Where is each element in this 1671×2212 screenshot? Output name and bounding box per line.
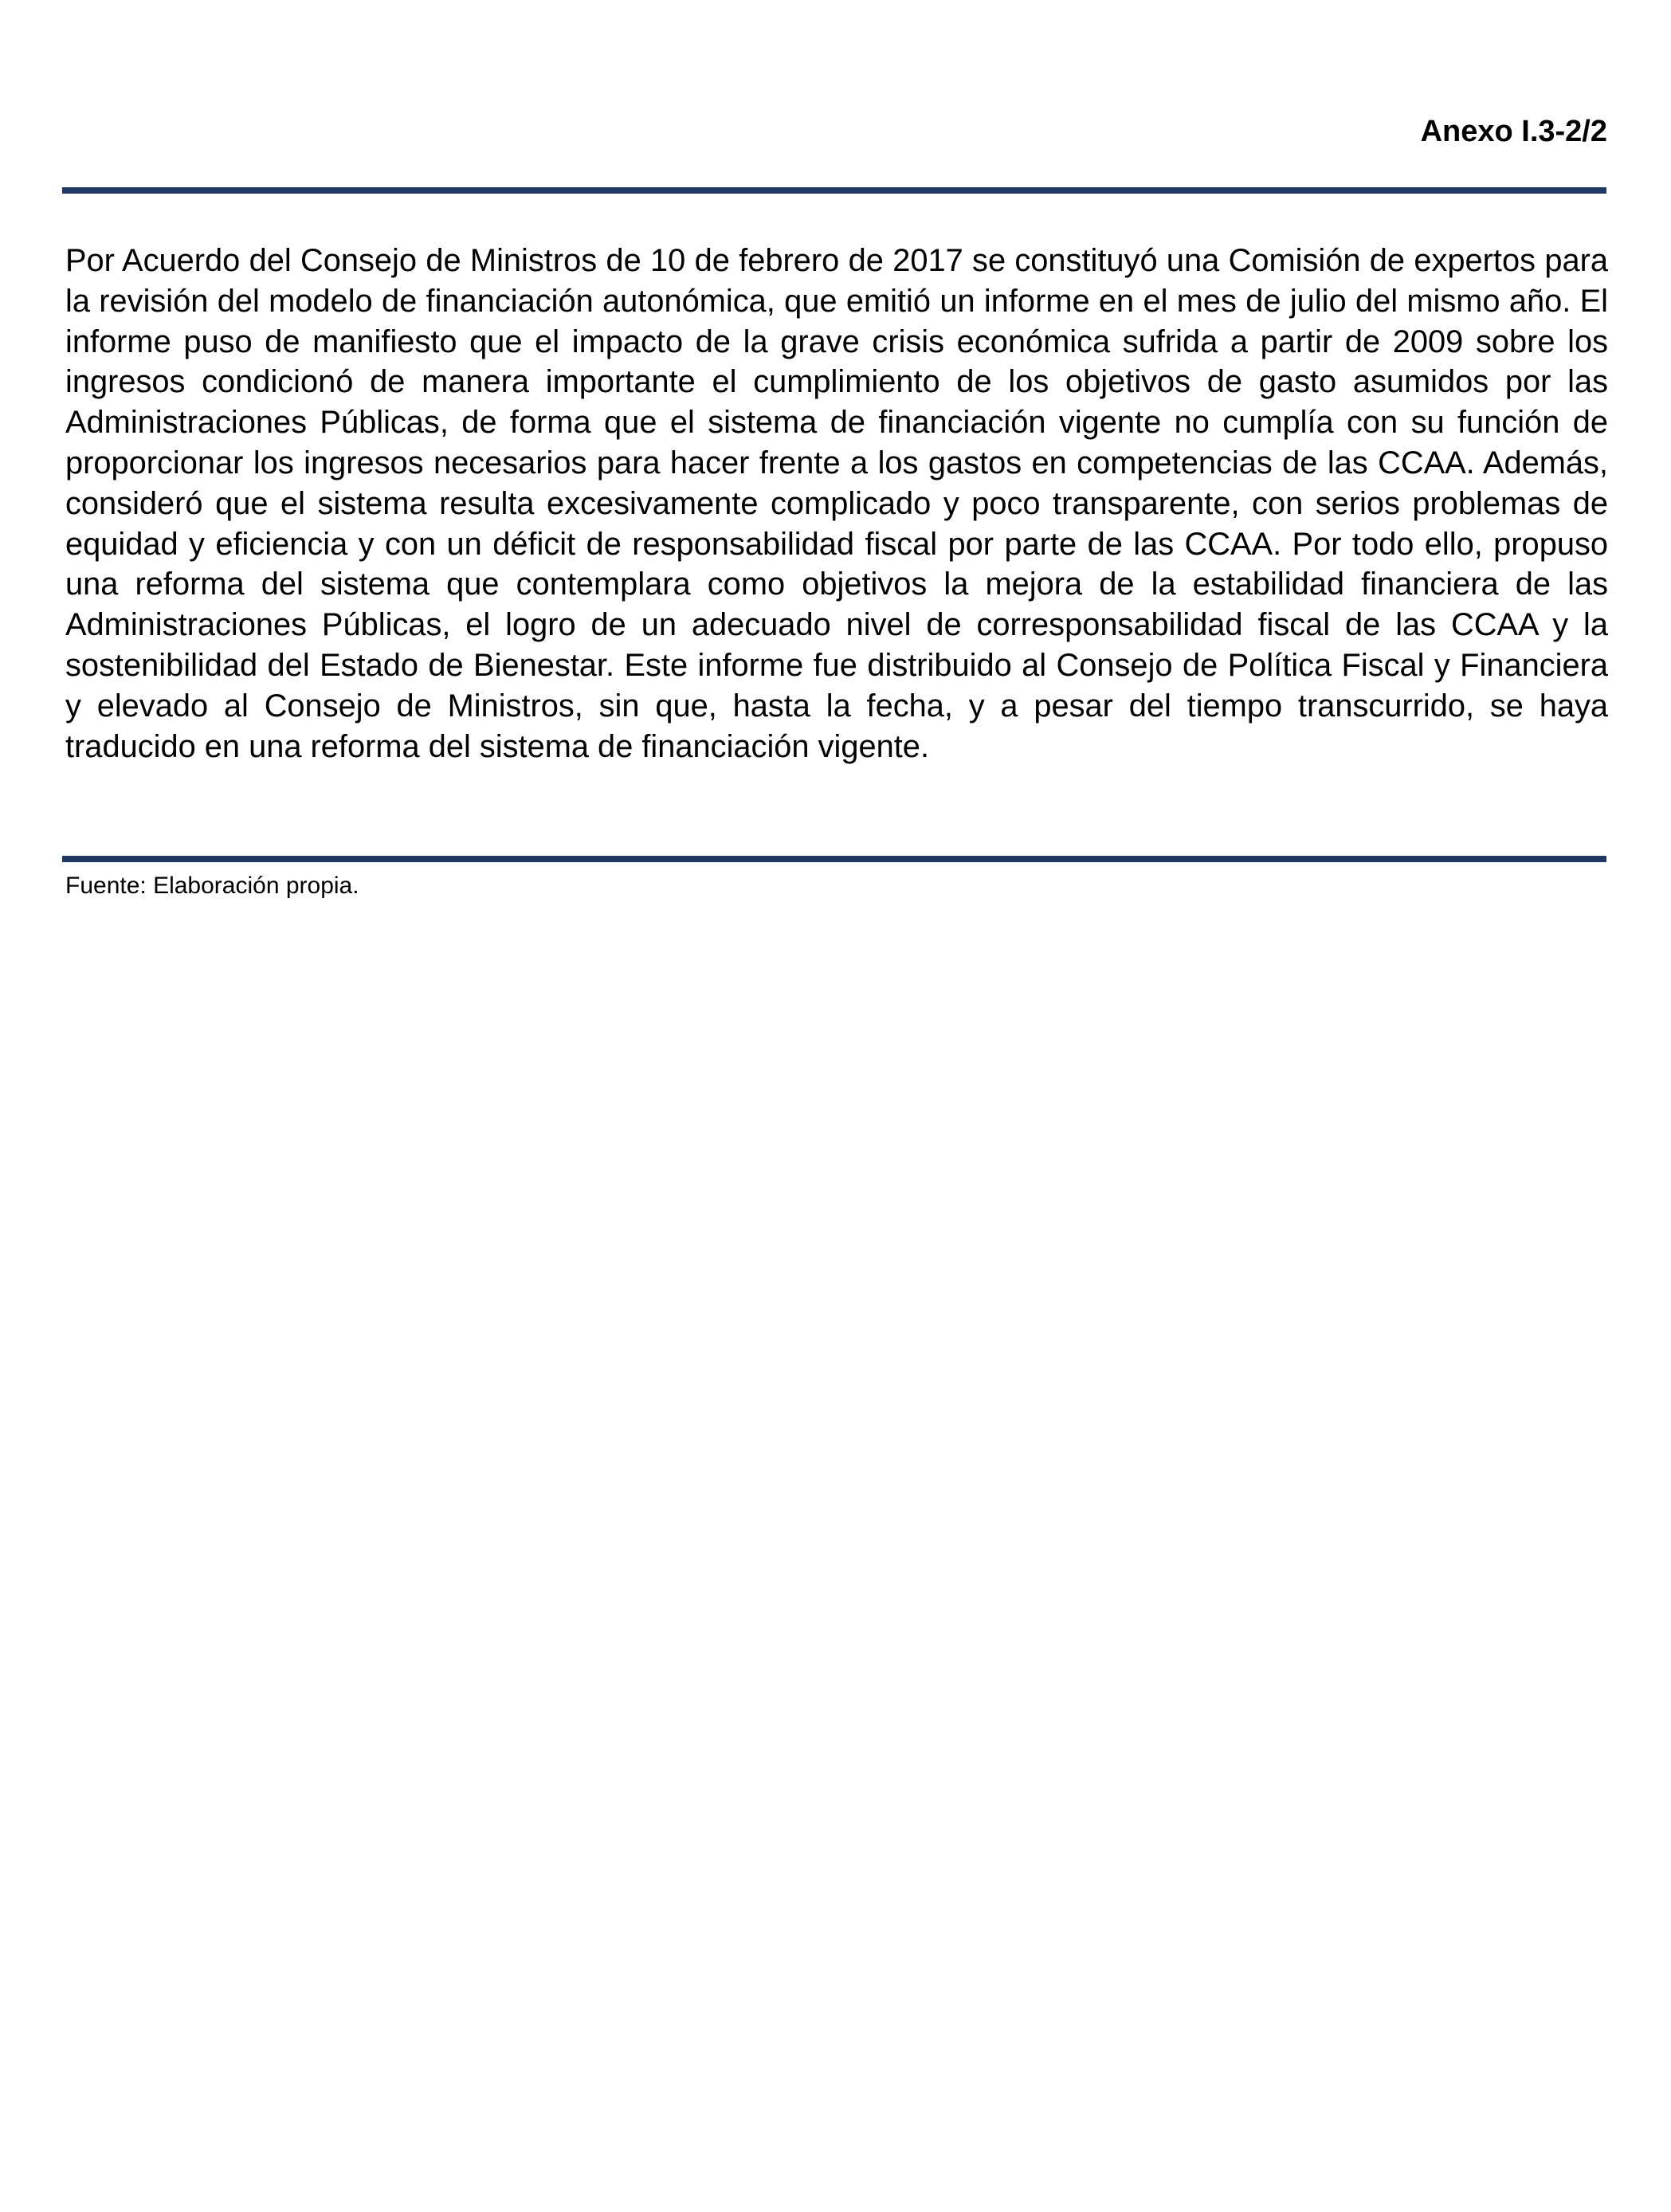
annex-label: Anexo I.3-2/2 bbox=[1420, 115, 1607, 148]
source-note: Fuente: Elaboración propia. bbox=[65, 873, 359, 899]
top-divider bbox=[62, 187, 1606, 194]
body-paragraph: Por Acuerdo del Consejo de Ministros de 10 de febrero de 2017 se constituyó una Comisión de expertos para la revisión del modelo de financiación autonómica, que emitió un informe en el mes de julio del mismo año. El informe puso de manifiesto que el impacto de la grave crisis económica sufrida a partir de 2009 sobre los ingresos condicionó de manera importante el cumplimiento de los objetivos de gasto asumidos por las Administraciones Públicas, de forma que el sistema de financiación vigente no cumplía con su función de proporcionar los ingresos necesarios para hacer frente a los gastos en competencias de las CCAA. Además, consideró que el sistema resulta excesivamente complicado y poco transparente, con serios problemas de equidad y eficiencia y con un déficit de responsabilidad fiscal por parte de las CCAA. Por todo ello, propuso una reforma del sistema que contemplara como objetivos la mejora de la estabilidad financiera de las Administraciones Públicas, el logro de un adecuado nivel de corresponsabilidad fiscal de las CCAA y la sostenibilidad del Estado de Bienestar. Este informe fue distribuido al Consejo de Política Fiscal y Financiera y elevado al Consejo de Ministros, sin que, hasta la fecha, y a pesar del tiempo transcurrido, se haya traducido en una reforma del sistema de financiación vigente. bbox=[65, 243, 1608, 764]
bottom-divider bbox=[62, 856, 1606, 862]
